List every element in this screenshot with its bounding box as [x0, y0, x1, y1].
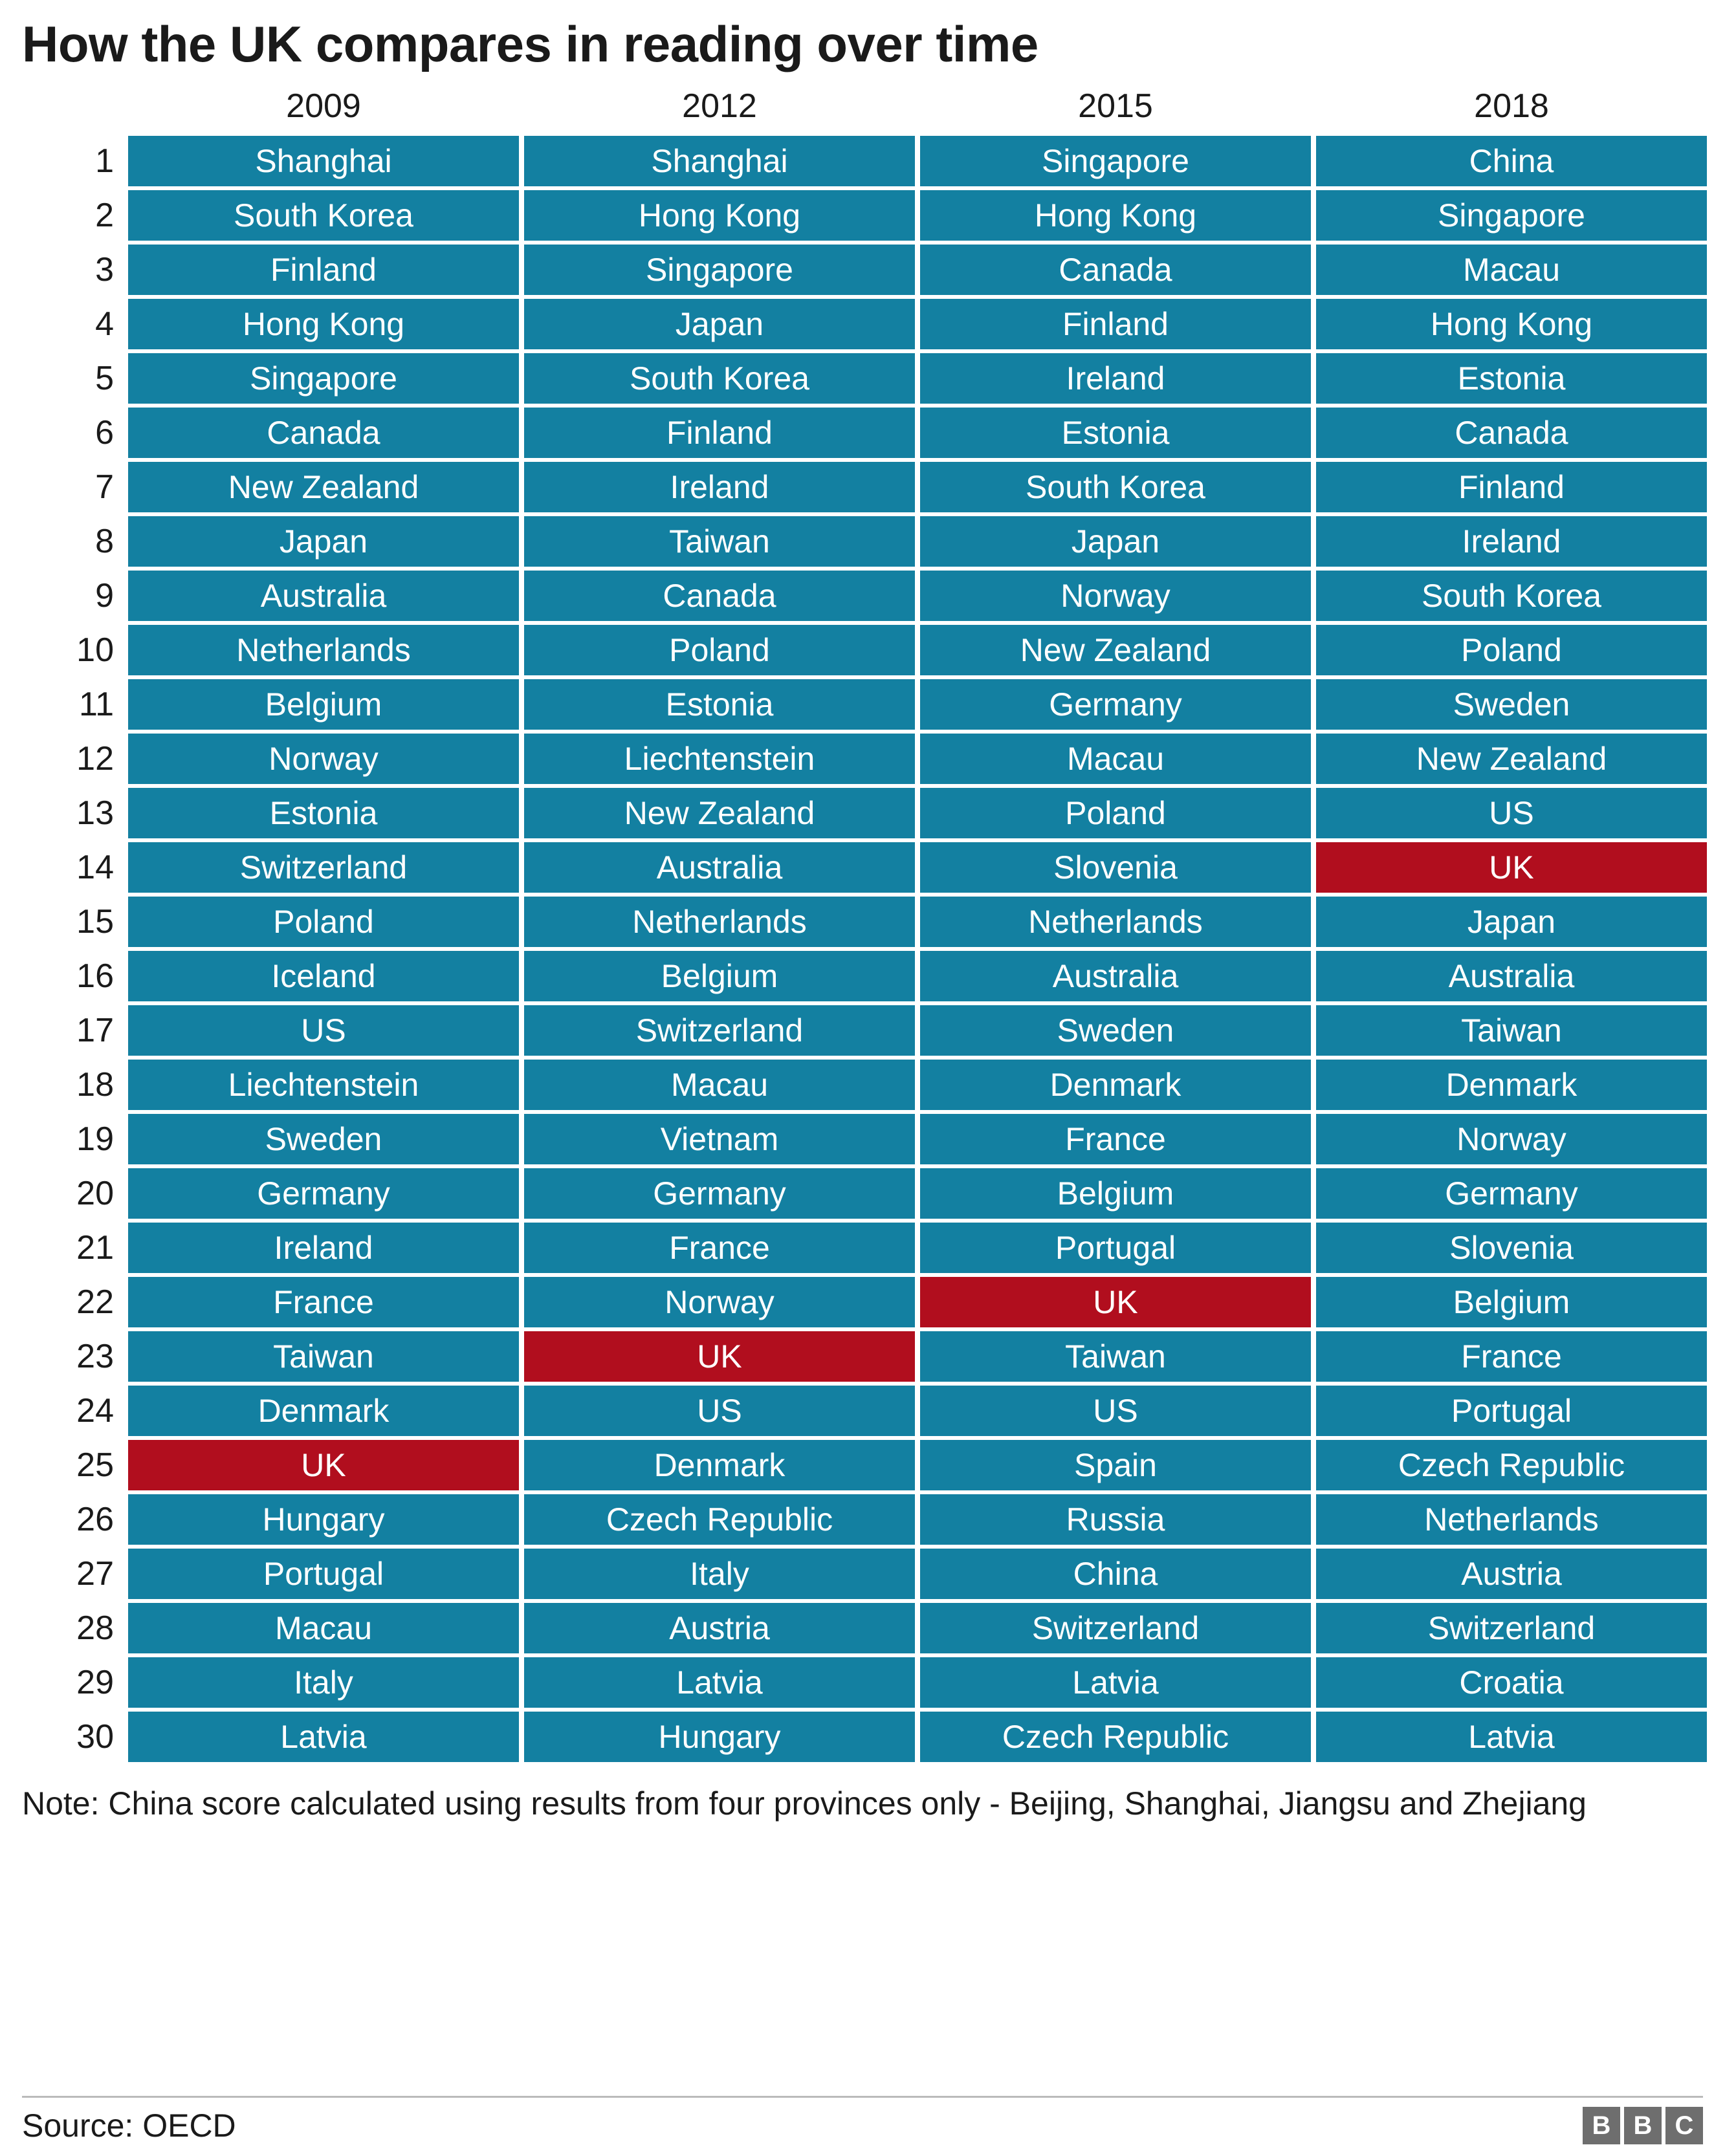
column-header-2009: 2009: [286, 87, 361, 125]
table-row: [27, 408, 1707, 458]
rank-label: 24: [76, 1391, 114, 1430]
cell-country: Austria: [524, 1603, 915, 1653]
bbc-logo-letter-2: B: [1624, 2107, 1662, 2144]
cell-country: China: [1316, 136, 1707, 186]
cell-country: Taiwan: [524, 516, 915, 567]
cell-country: Sweden: [128, 1114, 519, 1164]
table-row: [27, 1114, 1707, 1164]
cell-country: Vietnam: [524, 1114, 915, 1164]
cell-country: Germany: [128, 1168, 519, 1219]
table-row: [27, 842, 1707, 893]
table-row: [27, 1005, 1707, 1056]
table-row: [27, 1386, 1707, 1436]
cell-country: Shanghai: [128, 136, 519, 186]
cell-country: Portugal: [1316, 1386, 1707, 1436]
cell-country: Macau: [128, 1603, 519, 1653]
cell-country: New Zealand: [524, 788, 915, 838]
table-row: [27, 353, 1707, 404]
cell-country: Latvia: [524, 1657, 915, 1708]
cell-country: Belgium: [524, 951, 915, 1001]
rank-label: 12: [76, 739, 114, 778]
cell-country: Singapore: [524, 245, 915, 295]
cell-country: Canada: [920, 245, 1311, 295]
rank-label: 22: [76, 1283, 114, 1321]
cell-country: Slovenia: [1316, 1223, 1707, 1273]
cell-country: Belgium: [128, 679, 519, 730]
rank-label: 13: [76, 794, 114, 832]
cell-country: US: [920, 1386, 1311, 1436]
rank-label: 3: [95, 250, 114, 289]
chart-note: Note: China score calculated using results from four provinces only - Beijing, Shanghai, Jiangsu and Zhejiang: [22, 1785, 1587, 1822]
cell-country: Japan: [1316, 897, 1707, 947]
cell-country: Hungary: [524, 1712, 915, 1762]
cell-country: France: [524, 1223, 915, 1273]
cell-country: Taiwan: [1316, 1005, 1707, 1056]
cell-country: US: [128, 1005, 519, 1056]
cell-country: Russia: [920, 1494, 1311, 1545]
cell-country: Australia: [1316, 951, 1707, 1001]
cell-country: France: [1316, 1331, 1707, 1382]
cell-country: Poland: [524, 625, 915, 675]
cell-country: Canada: [1316, 408, 1707, 458]
cell-country: China: [920, 1549, 1311, 1599]
table-row: [27, 679, 1707, 730]
cell-country: Australia: [524, 842, 915, 893]
rank-column-header: [27, 87, 123, 132]
rank-label: 7: [95, 468, 114, 506]
cell-country: Estonia: [1316, 353, 1707, 404]
cell-country: Latvia: [1316, 1712, 1707, 1762]
table-row: [27, 299, 1707, 349]
table-row: [27, 1712, 1707, 1762]
cell-country: Italy: [128, 1657, 519, 1708]
cell-country: Macau: [1316, 245, 1707, 295]
cell-country: Finland: [128, 245, 519, 295]
cell-country: Liechtenstein: [128, 1060, 519, 1110]
cell-country: Netherlands: [1316, 1494, 1707, 1545]
cell-country: Switzerland: [128, 842, 519, 893]
cell-country: France: [128, 1277, 519, 1327]
bbc-logo-letter-1: B: [1583, 2107, 1620, 2144]
cell-country: Macau: [524, 1060, 915, 1110]
cell-country: Switzerland: [1316, 1603, 1707, 1653]
cell-highlighted-uk: UK: [128, 1440, 519, 1490]
table-row: [27, 1549, 1707, 1599]
footer-divider: [22, 2096, 1703, 2098]
cell-country: New Zealand: [128, 462, 519, 512]
cell-country: New Zealand: [920, 625, 1311, 675]
table-row: [27, 1657, 1707, 1708]
cell-country: Sweden: [1316, 679, 1707, 730]
table-row: [27, 1223, 1707, 1273]
cell-country: Macau: [920, 734, 1311, 784]
rank-label: 8: [95, 522, 114, 560]
table-row: [27, 1440, 1707, 1490]
cell-country: US: [524, 1386, 915, 1436]
column-header-2015: 2015: [1078, 87, 1153, 125]
rank-label: 18: [76, 1065, 114, 1104]
bbc-logo: [1583, 2107, 1703, 2144]
cell-country: Sweden: [920, 1005, 1311, 1056]
cell-country: Italy: [524, 1549, 915, 1599]
cell-country: Denmark: [524, 1440, 915, 1490]
cell-country: Hong Kong: [920, 190, 1311, 241]
cell-country: Czech Republic: [1316, 1440, 1707, 1490]
rank-label: 15: [76, 902, 114, 941]
cell-country: Spain: [920, 1440, 1311, 1490]
cell-country: Croatia: [1316, 1657, 1707, 1708]
cell-country: Singapore: [128, 353, 519, 404]
cell-country: Japan: [920, 516, 1311, 567]
table-row: [27, 1603, 1707, 1653]
cell-country: New Zealand: [1316, 734, 1707, 784]
cell-country: Ireland: [1316, 516, 1707, 567]
rank-label: 26: [76, 1500, 114, 1538]
cell-country: Liechtenstein: [524, 734, 915, 784]
cell-country: Switzerland: [920, 1603, 1311, 1653]
cell-country: Denmark: [920, 1060, 1311, 1110]
bbc-logo-letter-3: C: [1665, 2107, 1703, 2144]
cell-country: Hong Kong: [128, 299, 519, 349]
table-row: [27, 897, 1707, 947]
cell-country: Norway: [128, 734, 519, 784]
rank-label: 25: [76, 1446, 114, 1484]
table-row: [27, 625, 1707, 675]
rank-label: 6: [95, 413, 114, 452]
rank-label: 1: [95, 142, 114, 180]
cell-country: Finland: [920, 299, 1311, 349]
table-row: [27, 462, 1707, 512]
rank-label: 16: [76, 957, 114, 995]
cell-country: Estonia: [524, 679, 915, 730]
rank-label: 29: [76, 1663, 114, 1701]
rank-label: 5: [95, 359, 114, 397]
cell-country: Belgium: [920, 1168, 1311, 1219]
cell-country: Austria: [1316, 1549, 1707, 1599]
cell-country: Hungary: [128, 1494, 519, 1545]
cell-highlighted-uk: UK: [524, 1331, 915, 1382]
table-row: [27, 1331, 1707, 1382]
rank-label: 9: [95, 576, 114, 615]
cell-country: Poland: [1316, 625, 1707, 675]
table-row: [27, 1168, 1707, 1219]
cell-country: Singapore: [920, 136, 1311, 186]
cell-country: Czech Republic: [524, 1494, 915, 1545]
cell-country: Denmark: [1316, 1060, 1707, 1110]
cell-country: South Korea: [1316, 571, 1707, 621]
cell-country: South Korea: [920, 462, 1311, 512]
cell-country: Norway: [524, 1277, 915, 1327]
rank-label: 20: [76, 1174, 114, 1212]
cell-highlighted-uk: UK: [1316, 842, 1707, 893]
rank-label: 23: [76, 1337, 114, 1375]
column-header-2018: 2018: [1474, 87, 1549, 125]
cell-country: Latvia: [920, 1657, 1311, 1708]
cell-country: Japan: [524, 299, 915, 349]
cell-country: Germany: [920, 679, 1311, 730]
cell-country: Germany: [1316, 1168, 1707, 1219]
cell-country: Taiwan: [128, 1331, 519, 1382]
cell-country: Czech Republic: [920, 1712, 1311, 1762]
rank-label: 21: [76, 1228, 114, 1267]
cell-country: Australia: [920, 951, 1311, 1001]
cell-country: South Korea: [524, 353, 915, 404]
cell-country: Belgium: [1316, 1277, 1707, 1327]
rank-label: 17: [76, 1011, 114, 1049]
cell-country: Singapore: [1316, 190, 1707, 241]
cell-country: Taiwan: [920, 1331, 1311, 1382]
cell-country: France: [920, 1114, 1311, 1164]
cell-highlighted-uk: UK: [920, 1277, 1311, 1327]
cell-country: Netherlands: [524, 897, 915, 947]
rank-label: 10: [76, 631, 114, 669]
cell-country: Poland: [128, 897, 519, 947]
cell-country: Ireland: [920, 353, 1311, 404]
cell-country: Estonia: [920, 408, 1311, 458]
table-row: [27, 516, 1707, 567]
cell-country: Norway: [920, 571, 1311, 621]
cell-country: Finland: [1316, 462, 1707, 512]
table-row: [27, 136, 1707, 186]
table-row: [27, 734, 1707, 784]
cell-country: Portugal: [128, 1549, 519, 1599]
rank-label: 11: [79, 685, 114, 723]
rank-label: 2: [95, 196, 114, 234]
rank-label: 14: [76, 848, 114, 886]
column-header-2012: 2012: [682, 87, 757, 125]
table-row: [27, 1494, 1707, 1545]
table-body: [27, 136, 1707, 1762]
cell-country: Australia: [128, 571, 519, 621]
cell-country: Denmark: [128, 1386, 519, 1436]
table-row: [27, 245, 1707, 295]
rankings-table: [22, 83, 1712, 1766]
rank-label: 4: [95, 305, 114, 343]
table-row: [27, 951, 1707, 1001]
rank-label: 19: [76, 1120, 114, 1158]
page-title: How the UK compares in reading over time: [22, 16, 1038, 72]
source-label: Source: OECD: [22, 2107, 236, 2144]
table-row: [27, 1060, 1707, 1110]
cell-country: Hong Kong: [524, 190, 915, 241]
cell-country: Netherlands: [920, 897, 1311, 947]
cell-country: Latvia: [128, 1712, 519, 1762]
cell-country: US: [1316, 788, 1707, 838]
cell-country: Ireland: [128, 1223, 519, 1273]
cell-country: Finland: [524, 408, 915, 458]
chart-footer: [22, 2096, 1703, 2144]
cell-country: Slovenia: [920, 842, 1311, 893]
cell-country: Norway: [1316, 1114, 1707, 1164]
table-row: [27, 1277, 1707, 1327]
cell-country: Japan: [128, 516, 519, 567]
rank-label: 27: [76, 1554, 114, 1593]
cell-country: Estonia: [128, 788, 519, 838]
cell-country: Canada: [128, 408, 519, 458]
cell-country: Ireland: [524, 462, 915, 512]
table-row: [27, 190, 1707, 241]
rank-label: 28: [76, 1609, 114, 1647]
cell-country: Germany: [524, 1168, 915, 1219]
cell-country: Poland: [920, 788, 1311, 838]
table-row: [27, 788, 1707, 838]
table-row: [27, 571, 1707, 621]
rank-label: 30: [76, 1717, 114, 1756]
cell-country: Switzerland: [524, 1005, 915, 1056]
table-header-row: [27, 87, 1707, 132]
cell-country: South Korea: [128, 190, 519, 241]
cell-country: Iceland: [128, 951, 519, 1001]
cell-country: Netherlands: [128, 625, 519, 675]
cell-country: Portugal: [920, 1223, 1311, 1273]
cell-country: Shanghai: [524, 136, 915, 186]
cell-country: Canada: [524, 571, 915, 621]
cell-country: Hong Kong: [1316, 299, 1707, 349]
